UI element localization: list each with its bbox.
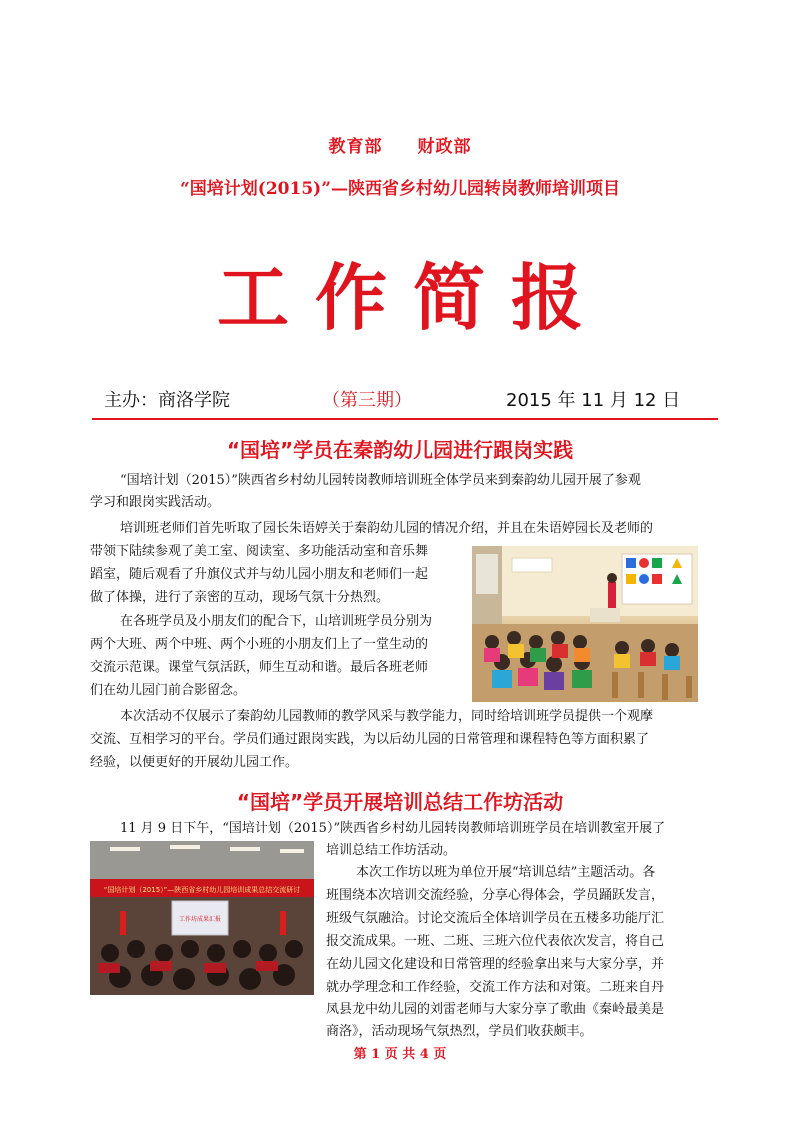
meeting-hall-illustration [90,841,314,995]
article1-para3-line2: 两个大班、两个中班、两个小班的小朋友们上了一堂生动的 [90,637,429,652]
issue-number: （第三期） [322,390,412,411]
article2-para2-line7: 凤县龙中幼儿园的刘雷老师与大家分享了歌曲《秦岭最美是 [326,1002,665,1017]
kindergarten-classroom-photo [472,546,698,702]
article2-para2-line5: 在幼儿园文化建设和日常管理的经验拿出来与大家分享，并 [326,957,665,972]
article1-title: “国培”学员在秦韵幼儿园进行跟岗实践 [226,438,574,462]
article1-para2-line1: 培训班老师们首先听取了园长朱语婷关于秦韵幼儿园的情况介绍，并且在朱语婷园长及老师的 [120,521,654,536]
workshop-banner-text: “国培计划（2015）”—陕西省乡村幼儿园培训成果总结交流研讨 [103,886,301,894]
issue-date: 2015 年 11 月 12 日 [506,390,681,411]
article1-para4-line3: 经验，以便更好的开展幼儿园工作。 [90,755,299,770]
article1-para3-line1: 在各班学员及小朋友们的配合下，山培训班学员分别为 [120,614,433,629]
issuing-organizations [0,132,800,157]
article1-para4-line1: 本次活动不仅展示了秦韵幼儿园教师的教学风采与教学能力，同时给培训班学员提供一个观摩 [120,709,654,724]
article2-para2-line4: 报交流成果。一班、二班、三班六位代表依次发言，将自己 [326,934,665,949]
project-title: “国培计划(2015)”—陕西省乡村幼儿园转岗教师培训项目 [180,179,620,199]
article1-para2-line3: 蹈室，随后观看了升旗仪式并与幼儿园小朋友和老师们一起 [90,567,429,582]
article2-para2-line3: 班级气氛融洽。讨论交流后全体培训学员在五楼多功能厅汇 [326,911,665,926]
classroom-scene-illustration [472,546,698,702]
article1-para3-line4: 们在幼儿园门前合影留念。 [90,683,247,698]
article1-para2-line2: 带领下陆续参观了美工室、阅读室、多功能活动室和音乐舞 [90,544,429,559]
article2-para1-line1: 11 月 9 日下午，“国培计划（2015）”陕西省乡村幼儿园转岗教师培训班学员在培训教室开展了 [120,821,666,836]
article1-para2-line4: 做了体操，进行了亲密的互动，现场气氛十分热烈。 [90,590,390,605]
article1-para4-line2: 交流、互相学习的平台。学员们通过跟岗实践，为以后幼儿园的日常管理和课程特色等方面积累了 [90,732,650,747]
org-ministry-of-finance: 财政部 [417,137,472,157]
projector-screen-text: 工作坊成果汇报 [178,916,222,923]
host-label: 主办：商洛学院 [104,390,230,411]
article2-para2-line8: 商洛》，活动现场气氛热烈，学员们收获颇丰。 [326,1024,593,1039]
masthead-title: 工作简报 [216,255,609,340]
article2-para2-line6: 就办学理念和工作经验，交流工作方法和对策。二班来自丹 [326,980,665,995]
page-number: 第 1 页 共 4 页 [353,1047,447,1062]
article1-para1-line1: “国培计划（2015）”陕西省乡村幼儿园转岗教师培训班全体学员来到秦韵幼儿园开展了参观 [120,473,641,488]
article2-para1-line2: 培训总结工作坊活动。 [326,843,457,858]
article1-para3-line3: 交流示范课。课堂气氛活跃，师生互动和谐。最后各班老师 [90,660,429,675]
article2-title: “国培”学员开展培训总结工作坊活动 [236,790,564,814]
workshop-meeting-photo [90,841,314,995]
article1-para1-line2: 学习和跟岗实践活动。 [90,495,221,510]
article2-para2-line1: 本次工作坊以班为单位开展“培训总结”主题活动。各 [356,865,656,880]
org-ministry-of-education: 教育部 [328,137,383,157]
article2-para2-line2: 班围绕本次培训交流经验，分享心得体会，学员踊跃发言， [326,888,665,903]
header-divider [92,418,718,420]
